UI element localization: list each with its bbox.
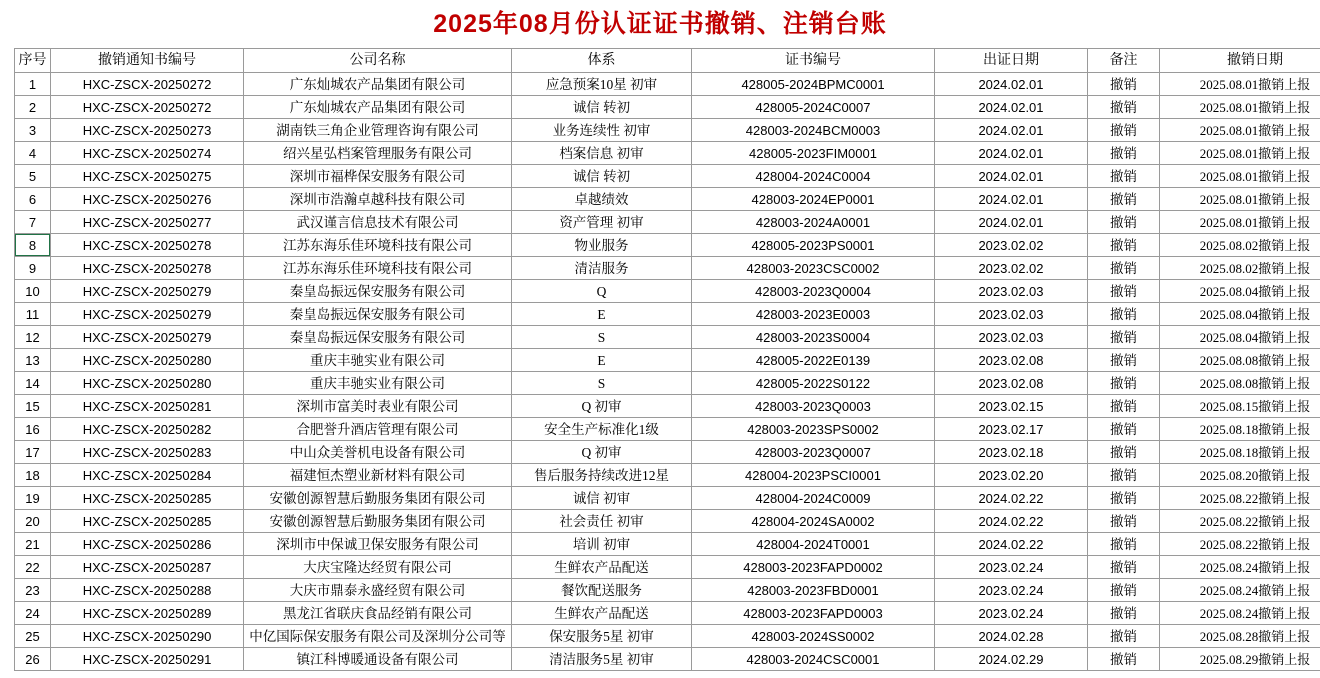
cell-revoke-date[interactable]: 2025.08.02撤销上报 (1160, 234, 1320, 257)
cell-certificate-number[interactable]: 428003-2023Q0004 (692, 280, 935, 303)
cell-system[interactable]: Q 初审 (512, 441, 692, 464)
table-row[interactable] (15, 119, 1320, 142)
cell-revoke-date[interactable]: 2025.08.01撤销上报 (1160, 211, 1320, 234)
cell-index[interactable]: 1 (15, 73, 51, 96)
cell-notice-number[interactable]: HXC-ZSCX-20250274 (51, 142, 244, 165)
cell-issue-date[interactable]: 2023.02.03 (935, 326, 1088, 349)
cell-certificate-number[interactable]: 428003-2023Q0003 (692, 395, 935, 418)
table-row[interactable] (15, 648, 1320, 671)
cell-index[interactable]: 6 (15, 188, 51, 211)
cell-company[interactable]: 重庆丰驰实业有限公司 (244, 372, 512, 395)
cell-remark[interactable]: 撤销 (1088, 510, 1160, 533)
cell-remark[interactable]: 撤销 (1088, 533, 1160, 556)
table-row[interactable] (15, 280, 1320, 303)
cell-certificate-number[interactable]: 428004-2023PSCI0001 (692, 464, 935, 487)
cell-revoke-date[interactable]: 2025.08.22撤销上报 (1160, 510, 1320, 533)
cell-index[interactable]: 3 (15, 119, 51, 142)
cell-issue-date[interactable]: 2023.02.18 (935, 441, 1088, 464)
cell-index[interactable]: 10 (15, 280, 51, 303)
cell-revoke-date[interactable]: 2025.08.24撤销上报 (1160, 556, 1320, 579)
cell-issue-date[interactable]: 2024.02.29 (935, 648, 1088, 671)
table-row[interactable] (15, 165, 1320, 188)
cell-remark[interactable]: 撤销 (1088, 234, 1160, 257)
cell-notice-number[interactable]: HXC-ZSCX-20250284 (51, 464, 244, 487)
cell-company[interactable]: 广东灿城农产品集团有限公司 (244, 96, 512, 119)
cell-remark[interactable]: 撤销 (1088, 96, 1160, 119)
cell-revoke-date[interactable]: 2025.08.22撤销上报 (1160, 487, 1320, 510)
cell-system[interactable]: 档案信息 初审 (512, 142, 692, 165)
cell-system[interactable]: 培训 初审 (512, 533, 692, 556)
cell-issue-date[interactable]: 2023.02.02 (935, 257, 1088, 280)
table-row[interactable] (15, 510, 1320, 533)
table-row[interactable] (15, 556, 1320, 579)
cell-index[interactable]: 26 (15, 648, 51, 671)
cell-company[interactable]: 深圳市福桦保安服务有限公司 (244, 165, 512, 188)
cell-issue-date[interactable]: 2024.02.01 (935, 165, 1088, 188)
cell-notice-number[interactable]: HXC-ZSCX-20250290 (51, 625, 244, 648)
cell-certificate-number[interactable]: 428004-2024C0009 (692, 487, 935, 510)
cell-revoke-date[interactable]: 2025.08.24撤销上报 (1160, 579, 1320, 602)
cell-issue-date[interactable]: 2023.02.08 (935, 372, 1088, 395)
cell-index[interactable]: 7 (15, 211, 51, 234)
cell-system[interactable]: 清洁服务5星 初审 (512, 648, 692, 671)
table-row[interactable] (15, 395, 1320, 418)
cell-revoke-date[interactable]: 2025.08.01撤销上报 (1160, 142, 1320, 165)
cell-revoke-date[interactable]: 2025.08.29撤销上报 (1160, 648, 1320, 671)
cell-company[interactable]: 武汉谨言信息技术有限公司 (244, 211, 512, 234)
cell-issue-date[interactable]: 2024.02.01 (935, 96, 1088, 119)
table-row[interactable] (15, 533, 1320, 556)
cell-revoke-date[interactable]: 2025.08.08撤销上报 (1160, 372, 1320, 395)
cell-revoke-date[interactable]: 2025.08.22撤销上报 (1160, 533, 1320, 556)
cell-notice-number[interactable]: HXC-ZSCX-20250279 (51, 326, 244, 349)
cell-revoke-date[interactable]: 2025.08.02撤销上报 (1160, 257, 1320, 280)
cell-remark[interactable]: 撤销 (1088, 556, 1160, 579)
cell-issue-date[interactable]: 2024.02.22 (935, 510, 1088, 533)
cell-system[interactable]: Q 初审 (512, 395, 692, 418)
table-row[interactable] (15, 372, 1320, 395)
cell-notice-number[interactable]: HXC-ZSCX-20250276 (51, 188, 244, 211)
cell-system[interactable]: 诚信 转初 (512, 165, 692, 188)
cell-revoke-date[interactable]: 2025.08.15撤销上报 (1160, 395, 1320, 418)
cell-company[interactable]: 镇江科博暖通设备有限公司 (244, 648, 512, 671)
cell-certificate-number[interactable]: 428005-2024C0007 (692, 96, 935, 119)
cell-system[interactable]: 资产管理 初审 (512, 211, 692, 234)
cell-revoke-date[interactable]: 2025.08.24撤销上报 (1160, 602, 1320, 625)
cell-company[interactable]: 秦皇岛振远保安服务有限公司 (244, 326, 512, 349)
cell-issue-date[interactable]: 2024.02.01 (935, 119, 1088, 142)
cell-certificate-number[interactable]: 428005-2022E0139 (692, 349, 935, 372)
cell-revoke-date[interactable]: 2025.08.01撤销上报 (1160, 188, 1320, 211)
table-header-row (15, 49, 1320, 73)
cell-certificate-number[interactable]: 428003-2024CSC0001 (692, 648, 935, 671)
cell-remark[interactable]: 撤销 (1088, 188, 1160, 211)
cell-certificate-number[interactable]: 428003-2023S0004 (692, 326, 935, 349)
cell-notice-number[interactable]: HXC-ZSCX-20250272 (51, 73, 244, 96)
cell-notice-number[interactable]: HXC-ZSCX-20250287 (51, 556, 244, 579)
cell-notice-number[interactable]: HXC-ZSCX-20250282 (51, 418, 244, 441)
cell-index[interactable]: 22 (15, 556, 51, 579)
cell-issue-date[interactable]: 2024.02.01 (935, 142, 1088, 165)
column-header-remark: 备注 (1088, 49, 1160, 73)
column-header-notice-number: 撤销通知书编号 (51, 49, 244, 73)
cell-issue-date[interactable]: 2024.02.22 (935, 487, 1088, 510)
cell-system[interactable]: 物业服务 (512, 234, 692, 257)
cell-issue-date[interactable]: 2024.02.22 (935, 533, 1088, 556)
cell-revoke-date[interactable]: 2025.08.01撤销上报 (1160, 96, 1320, 119)
cell-system[interactable]: 业务连续性 初审 (512, 119, 692, 142)
cell-notice-number[interactable]: HXC-ZSCX-20250278 (51, 234, 244, 257)
cell-company[interactable]: 秦皇岛振远保安服务有限公司 (244, 280, 512, 303)
cell-company[interactable]: 湖南铁三角企业管理咨询有限公司 (244, 119, 512, 142)
cell-index[interactable]: 8 (15, 234, 51, 257)
cell-index[interactable]: 19 (15, 487, 51, 510)
table-row[interactable] (15, 579, 1320, 602)
cell-system[interactable]: S (512, 326, 692, 349)
cell-issue-date[interactable]: 2023.02.08 (935, 349, 1088, 372)
cell-certificate-number[interactable]: 428003-2023FBD0001 (692, 579, 935, 602)
cell-certificate-number[interactable]: 428004-2024SA0002 (692, 510, 935, 533)
cell-notice-number[interactable]: HXC-ZSCX-20250280 (51, 349, 244, 372)
cell-system[interactable]: 清洁服务 (512, 257, 692, 280)
cell-revoke-date[interactable]: 2025.08.18撤销上报 (1160, 441, 1320, 464)
cell-notice-number[interactable]: HXC-ZSCX-20250280 (51, 372, 244, 395)
cell-notice-number[interactable]: HXC-ZSCX-20250289 (51, 602, 244, 625)
cell-issue-date[interactable]: 2023.02.03 (935, 280, 1088, 303)
cell-issue-date[interactable]: 2023.02.24 (935, 556, 1088, 579)
cell-remark[interactable]: 撤销 (1088, 395, 1160, 418)
cell-revoke-date[interactable]: 2025.08.20撤销上报 (1160, 464, 1320, 487)
cell-system[interactable]: 保安服务5星 初审 (512, 625, 692, 648)
table-row[interactable] (15, 487, 1320, 510)
cell-notice-number[interactable]: HXC-ZSCX-20250279 (51, 280, 244, 303)
cell-revoke-date[interactable]: 2025.08.04撤销上报 (1160, 326, 1320, 349)
cell-issue-date[interactable]: 2024.02.01 (935, 211, 1088, 234)
cell-certificate-number[interactable]: 428003-2024A0001 (692, 211, 935, 234)
cell-revoke-date[interactable]: 2025.08.01撤销上报 (1160, 165, 1320, 188)
cell-remark[interactable]: 撤销 (1088, 142, 1160, 165)
cell-notice-number[interactable]: HXC-ZSCX-20250283 (51, 441, 244, 464)
cell-certificate-number[interactable]: 428003-2023E0003 (692, 303, 935, 326)
cell-system[interactable]: 诚信 初审 (512, 487, 692, 510)
table-row[interactable] (15, 142, 1320, 165)
cell-certificate-number[interactable]: 428004-2024C0004 (692, 165, 935, 188)
cell-system[interactable]: 应急预案10星 初审 (512, 73, 692, 96)
cell-certificate-number[interactable]: 428004-2024T0001 (692, 533, 935, 556)
cell-issue-date[interactable]: 2023.02.20 (935, 464, 1088, 487)
table-row[interactable] (15, 441, 1320, 464)
cell-certificate-number[interactable]: 428005-2022S0122 (692, 372, 935, 395)
table-row[interactable] (15, 602, 1320, 625)
cell-revoke-date[interactable]: 2025.08.04撤销上报 (1160, 280, 1320, 303)
column-header-index: 序号 (15, 49, 51, 73)
cell-certificate-number[interactable]: 428003-2024SS0002 (692, 625, 935, 648)
cell-notice-number[interactable]: HXC-ZSCX-20250279 (51, 303, 244, 326)
cell-remark[interactable]: 撤销 (1088, 372, 1160, 395)
table-body (15, 73, 1320, 671)
column-header-issue-date: 出证日期 (935, 49, 1088, 73)
cell-index[interactable]: 9 (15, 257, 51, 280)
cell-certificate-number[interactable]: 428003-2023Q0007 (692, 441, 935, 464)
cell-system[interactable]: E (512, 349, 692, 372)
cell-notice-number[interactable]: HXC-ZSCX-20250288 (51, 579, 244, 602)
cell-remark[interactable]: 撤销 (1088, 119, 1160, 142)
cell-issue-date[interactable]: 2023.02.15 (935, 395, 1088, 418)
cell-remark[interactable]: 撤销 (1088, 349, 1160, 372)
cell-system[interactable]: 生鲜农产品配送 (512, 556, 692, 579)
cell-company[interactable]: 重庆丰驰实业有限公司 (244, 349, 512, 372)
table-row[interactable] (15, 257, 1320, 280)
table-row[interactable] (15, 96, 1320, 119)
cell-company[interactable]: 中山众美誉机电设备有限公司 (244, 441, 512, 464)
cell-system[interactable]: 餐饮配送服务 (512, 579, 692, 602)
cell-company[interactable]: 黑龙江省联庆食品经销有限公司 (244, 602, 512, 625)
cell-index[interactable]: 20 (15, 510, 51, 533)
cell-issue-date[interactable]: 2023.02.24 (935, 579, 1088, 602)
column-header-revoke-date: 撤销日期 (1160, 49, 1320, 73)
cell-notice-number[interactable]: HXC-ZSCX-20250281 (51, 395, 244, 418)
cell-company[interactable]: 绍兴星弘档案管理服务有限公司 (244, 142, 512, 165)
cell-notice-number[interactable]: HXC-ZSCX-20250277 (51, 211, 244, 234)
cell-company[interactable]: 江苏东海乐佳环境科技有限公司 (244, 257, 512, 280)
table-row[interactable] (15, 418, 1320, 441)
cell-remark[interactable]: 撤销 (1088, 579, 1160, 602)
cell-notice-number[interactable]: HXC-ZSCX-20250275 (51, 165, 244, 188)
page-title: 2025年08月份认证证书撤销、注销台账 (433, 10, 887, 38)
cell-company[interactable]: 江苏东海乐佳环境科技有限公司 (244, 234, 512, 257)
cell-company[interactable]: 秦皇岛振远保安服务有限公司 (244, 303, 512, 326)
cell-index[interactable]: 13 (15, 349, 51, 372)
cell-revoke-date[interactable]: 2025.08.01撤销上报 (1160, 73, 1320, 96)
cell-index[interactable]: 14 (15, 372, 51, 395)
cell-notice-number[interactable]: HXC-ZSCX-20250291 (51, 648, 244, 671)
cell-system[interactable]: 社会责任 初审 (512, 510, 692, 533)
cell-company[interactable]: 安徽创源智慧后勤服务集团有限公司 (244, 510, 512, 533)
cell-notice-number[interactable]: HXC-ZSCX-20250286 (51, 533, 244, 556)
cell-remark[interactable]: 撤销 (1088, 418, 1160, 441)
cell-revoke-date[interactable]: 2025.08.18撤销上报 (1160, 418, 1320, 441)
cell-revoke-date[interactable]: 2025.08.28撤销上报 (1160, 625, 1320, 648)
cell-issue-date[interactable]: 2024.02.01 (935, 188, 1088, 211)
column-header-company: 公司名称 (244, 49, 512, 73)
cell-company[interactable]: 深圳市中保诚卫保安服务有限公司 (244, 533, 512, 556)
cell-index[interactable]: 2 (15, 96, 51, 119)
cell-issue-date[interactable]: 2024.02.28 (935, 625, 1088, 648)
cell-issue-date[interactable]: 2023.02.24 (935, 602, 1088, 625)
cell-notice-number[interactable]: HXC-ZSCX-20250278 (51, 257, 244, 280)
cell-index[interactable]: 12 (15, 326, 51, 349)
table-row[interactable] (15, 625, 1320, 648)
cell-remark[interactable]: 撤销 (1088, 648, 1160, 671)
cell-revoke-date[interactable]: 2025.08.01撤销上报 (1160, 119, 1320, 142)
cell-system[interactable]: Q (512, 280, 692, 303)
table-row[interactable] (15, 349, 1320, 372)
cell-index[interactable]: 25 (15, 625, 51, 648)
cell-remark[interactable]: 撤销 (1088, 303, 1160, 326)
cell-remark[interactable]: 撤销 (1088, 487, 1160, 510)
cell-certificate-number[interactable]: 428003-2024BCM0003 (692, 119, 935, 142)
cell-system[interactable]: 售后服务持续改进12星 (512, 464, 692, 487)
cell-remark[interactable]: 撤销 (1088, 165, 1160, 188)
cell-notice-number[interactable]: HXC-ZSCX-20250273 (51, 119, 244, 142)
cell-index[interactable]: 11 (15, 303, 51, 326)
cell-certificate-number[interactable]: 428005-2024BPMC0001 (692, 73, 935, 96)
cell-company[interactable]: 广东灿城农产品集团有限公司 (244, 73, 512, 96)
table-row[interactable] (15, 303, 1320, 326)
cell-system[interactable]: 安全生产标准化1级 (512, 418, 692, 441)
cell-remark[interactable]: 撤销 (1088, 280, 1160, 303)
cell-company[interactable]: 合肥誉升酒店管理有限公司 (244, 418, 512, 441)
cell-remark[interactable]: 撤销 (1088, 73, 1160, 96)
cell-system[interactable]: 生鲜农产品配送 (512, 602, 692, 625)
cell-index[interactable]: 21 (15, 533, 51, 556)
cell-remark[interactable]: 撤销 (1088, 441, 1160, 464)
table-row[interactable] (15, 211, 1320, 234)
cell-system[interactable]: E (512, 303, 692, 326)
cell-certificate-number[interactable]: 428005-2023PS0001 (692, 234, 935, 257)
cell-index[interactable]: 24 (15, 602, 51, 625)
cell-index[interactable]: 17 (15, 441, 51, 464)
cell-notice-number[interactable]: HXC-ZSCX-20250285 (51, 510, 244, 533)
cell-company[interactable]: 深圳市浩瀚卓越科技有限公司 (244, 188, 512, 211)
cell-issue-date[interactable]: 2024.02.01 (935, 73, 1088, 96)
cell-remark[interactable]: 撤销 (1088, 257, 1160, 280)
cell-index[interactable]: 4 (15, 142, 51, 165)
cell-certificate-number[interactable]: 428003-2023FAPD0003 (692, 602, 935, 625)
cell-remark[interactable]: 撤销 (1088, 625, 1160, 648)
cell-company[interactable]: 深圳市富美时表业有限公司 (244, 395, 512, 418)
cell-revoke-date[interactable]: 2025.08.04撤销上报 (1160, 303, 1320, 326)
table-row[interactable] (15, 234, 1320, 257)
revocation-ledger-table (14, 48, 1320, 671)
cell-remark[interactable]: 撤销 (1088, 464, 1160, 487)
cell-index[interactable]: 18 (15, 464, 51, 487)
column-header-system: 体系 (512, 49, 692, 73)
cell-revoke-date[interactable]: 2025.08.08撤销上报 (1160, 349, 1320, 372)
table-row[interactable] (15, 326, 1320, 349)
cell-system[interactable]: S (512, 372, 692, 395)
cell-certificate-number[interactable]: 428005-2023FIM0001 (692, 142, 935, 165)
cell-certificate-number[interactable]: 428003-2023SPS0002 (692, 418, 935, 441)
cell-certificate-number[interactable]: 428003-2024EP0001 (692, 188, 935, 211)
cell-notice-number[interactable]: HXC-ZSCX-20250285 (51, 487, 244, 510)
cell-notice-number[interactable]: HXC-ZSCX-20250272 (51, 96, 244, 119)
cell-index[interactable]: 16 (15, 418, 51, 441)
cell-issue-date[interactable]: 2023.02.02 (935, 234, 1088, 257)
cell-company[interactable]: 大庆宝隆达经贸有限公司 (244, 556, 512, 579)
cell-company[interactable]: 福建恒杰塑业新材料有限公司 (244, 464, 512, 487)
cell-remark[interactable]: 撤销 (1088, 602, 1160, 625)
cell-issue-date[interactable]: 2023.02.03 (935, 303, 1088, 326)
cell-system[interactable]: 诚信 转初 (512, 96, 692, 119)
cell-remark[interactable]: 撤销 (1088, 326, 1160, 349)
cell-company[interactable]: 安徽创源智慧后勤服务集团有限公司 (244, 487, 512, 510)
cell-index[interactable]: 5 (15, 165, 51, 188)
column-header-certificate-number: 证书编号 (692, 49, 935, 73)
cell-certificate-number[interactable]: 428003-2023CSC0002 (692, 257, 935, 280)
cell-system[interactable]: 卓越绩效 (512, 188, 692, 211)
table-row[interactable] (15, 464, 1320, 487)
cell-company[interactable]: 大庆市鼎泰永盛经贸有限公司 (244, 579, 512, 602)
cell-issue-date[interactable]: 2023.02.17 (935, 418, 1088, 441)
cell-remark[interactable]: 撤销 (1088, 211, 1160, 234)
cell-company[interactable]: 中亿国际保安服务有限公司及深圳分公司等 (244, 625, 512, 648)
table-row[interactable] (15, 73, 1320, 96)
cell-index[interactable]: 15 (15, 395, 51, 418)
cell-index[interactable]: 23 (15, 579, 51, 602)
cell-certificate-number[interactable]: 428003-2023FAPD0002 (692, 556, 935, 579)
table-row[interactable] (15, 188, 1320, 211)
